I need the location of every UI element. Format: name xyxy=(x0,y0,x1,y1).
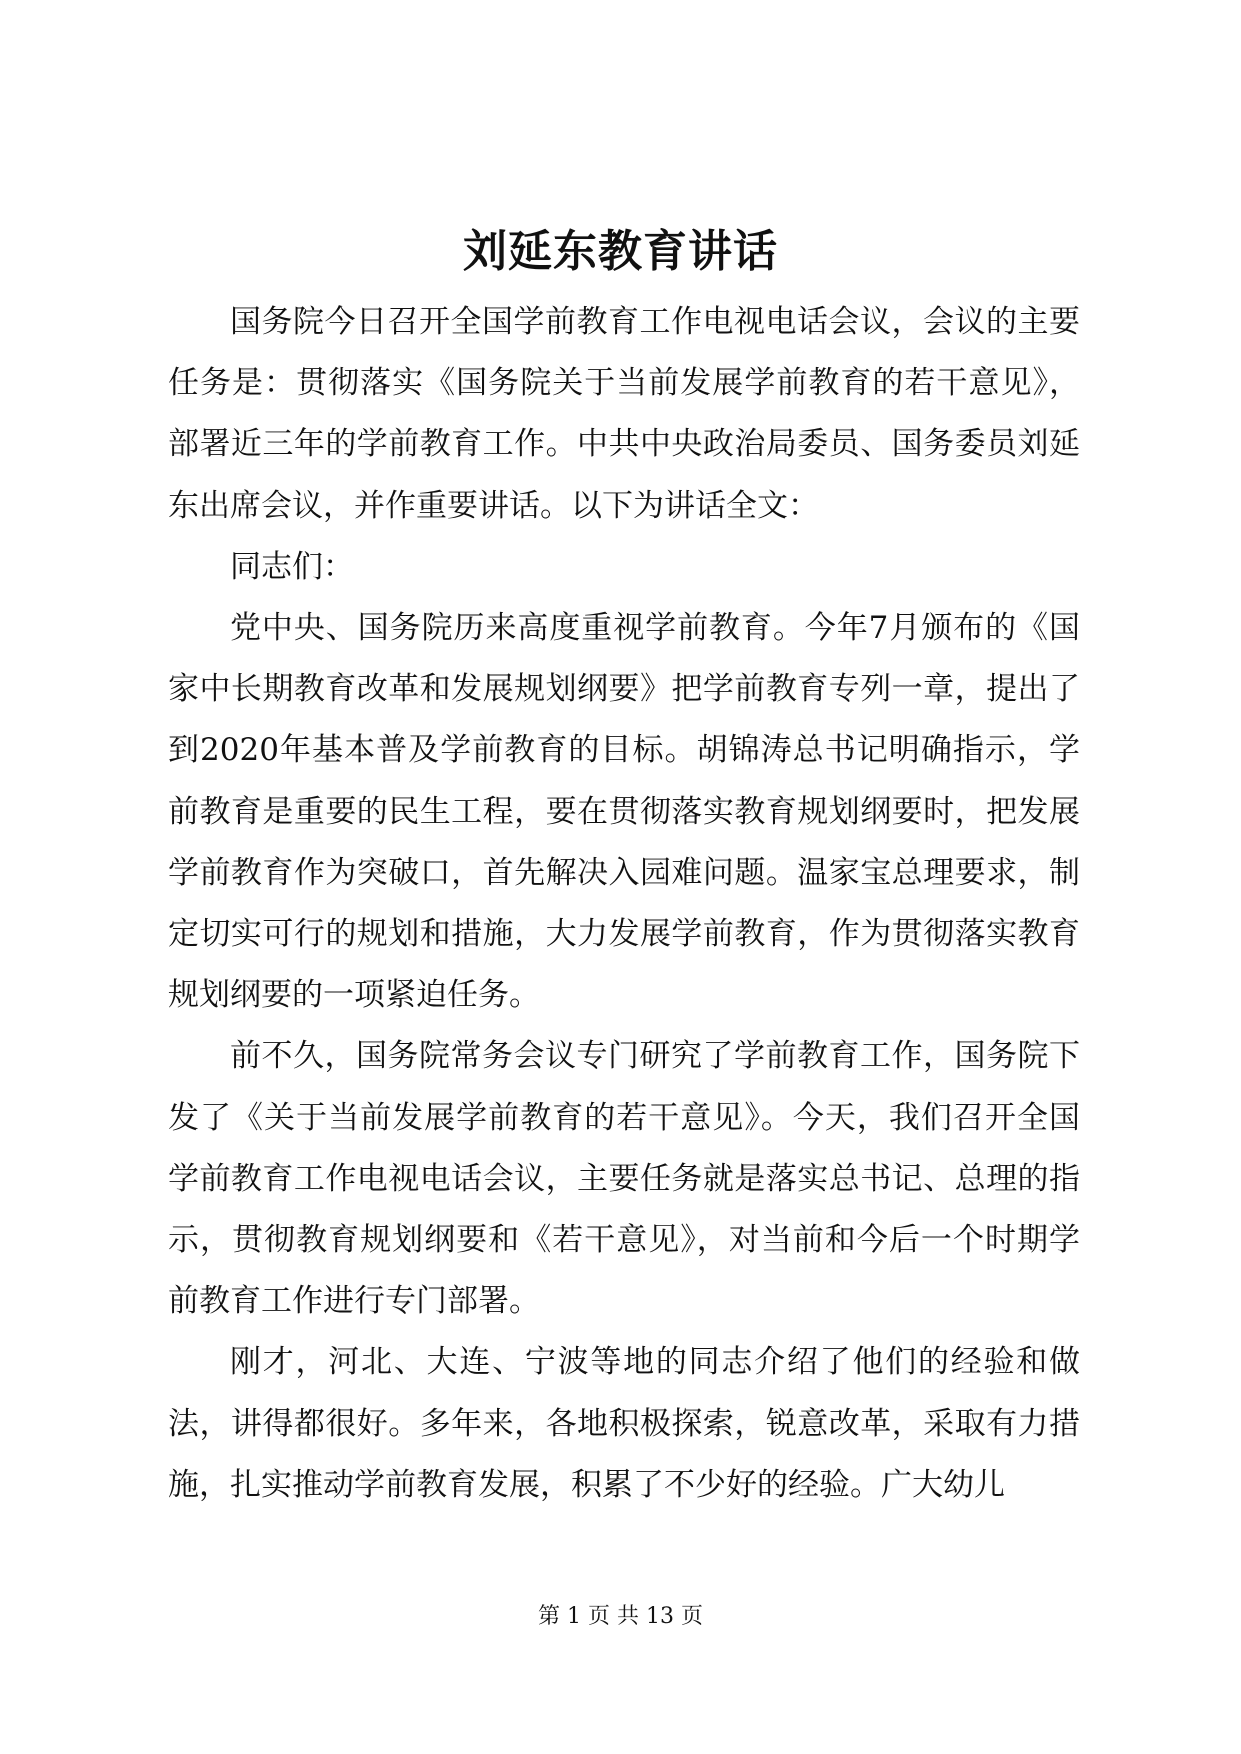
page-number-footer: 第 1 页 共 13 页 xyxy=(538,1604,703,1629)
document-body xyxy=(168,292,1080,1516)
paragraph-salutation: 同志们： xyxy=(230,548,354,585)
paragraph-state-council: 前不久，国务院常务会议专门研究了学前教育工作，国务院下发了《关于当前发展学前教育的若干意见》。今天，我们召开全国学前教育工作电视电话会议，主要任务就是落实总书记、总理的指示，贯彻教育规划纲要和《若干意见》，对当前和今后一个时期学前教育工作进行专门部署。 xyxy=(168,1038,1080,1320)
paragraph-party-central: 党中央、国务院历来高度重视学前教育。今年7月颁布的《国家中长期教育改革和发展规划纲要》把学前教育专列一章，提出了到2020年基本普及学前教育的目标。胡锦涛总书记明确指示，学前教育是重要的民生工程，要在贯彻落实教育规划纲要时，把发展学前教育作为突破口，首先解决入园难问题。温家宝总理要求，制定切实可行的规划和措施，大力发展学前教育，作为贯彻落实教育规划纲要的一项紧迫任务。 xyxy=(168,610,1080,1014)
document-title: 刘延东教育讲话 xyxy=(463,226,778,277)
paragraph-local-experience: 刚才，河北、大连、宁波等地的同志介绍了他们的经验和做法，讲得都很好。多年来，各地积极探索，锐意改革，采取有力措施，扎实推动学前教育发展，积累了不少好的经验。广大幼儿 xyxy=(168,1344,1080,1503)
paragraph-intro: 国务院今日召开全国学前教育工作电视电话会议，会议的主要任务是：贯彻落实《国务院关于当前发展学前教育的若干意见》，部署近三年的学前教育工作。中共中央政治局委员、国务委员刘延东出席会议，并作重要讲话。以下为讲话全文： xyxy=(168,304,1080,524)
